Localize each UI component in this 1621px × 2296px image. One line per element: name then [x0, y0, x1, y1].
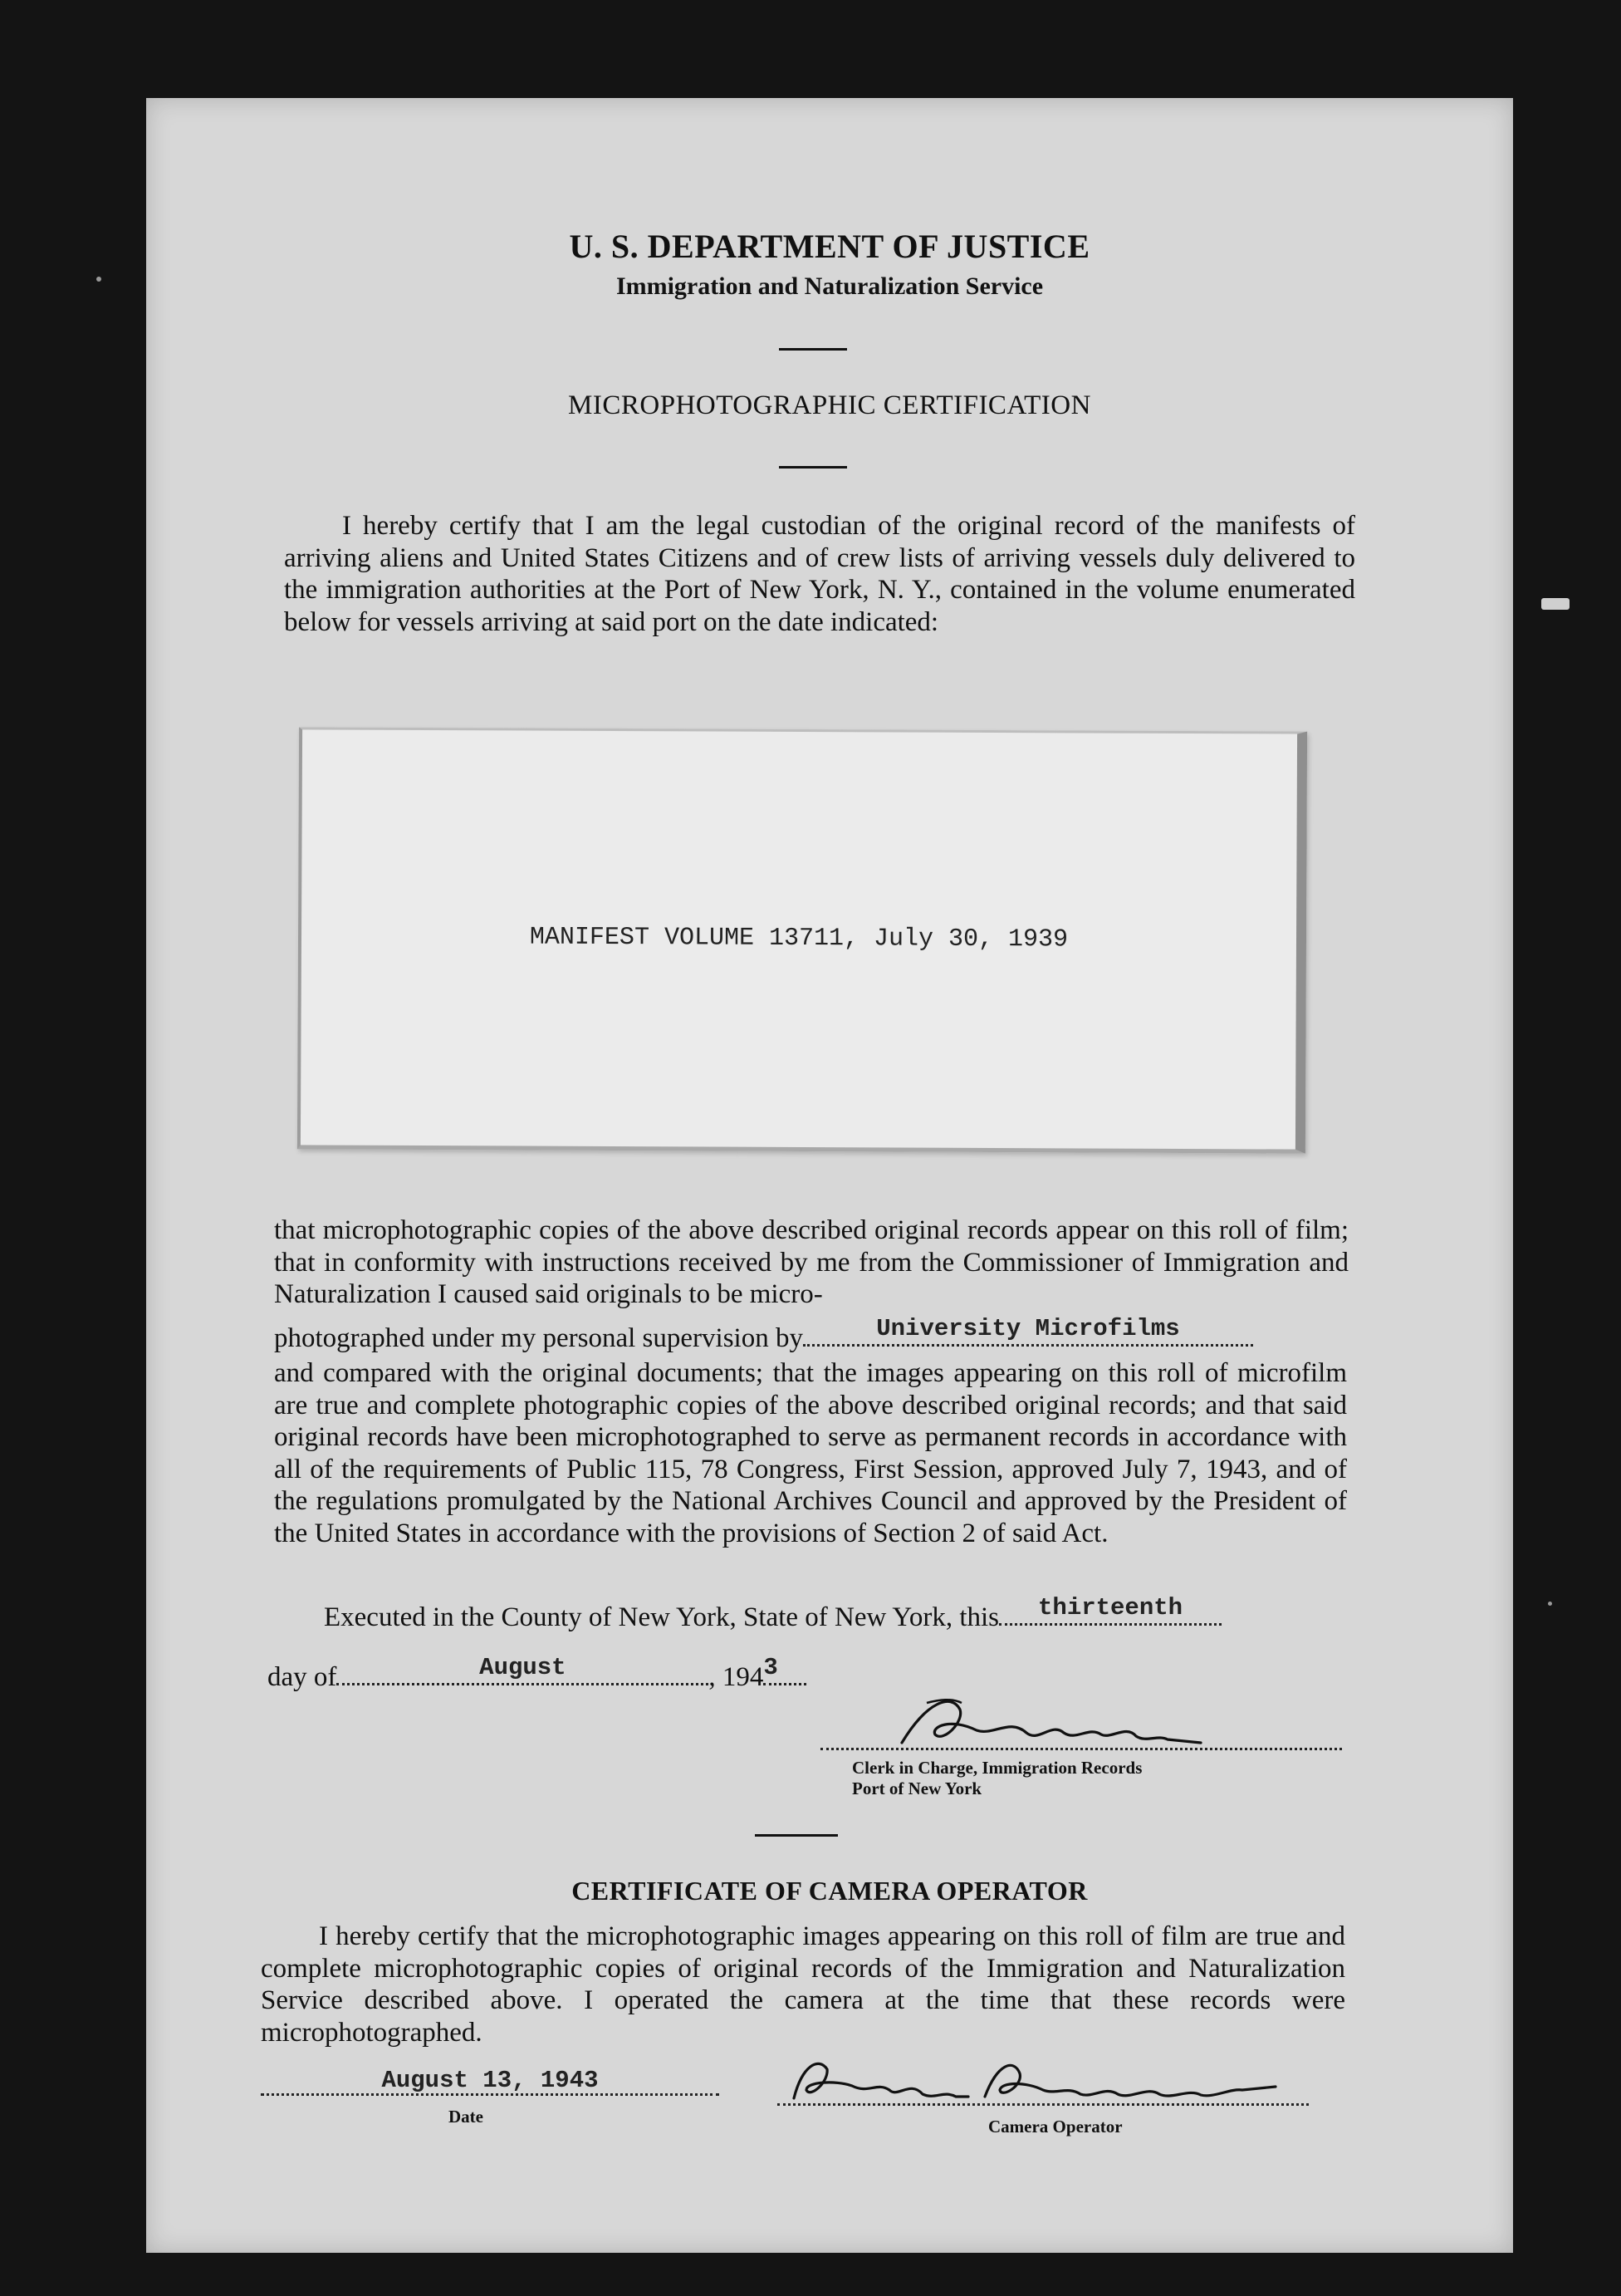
dust-speck	[1548, 1602, 1552, 1606]
day-of-label: day of	[267, 1662, 337, 1692]
body-paragraph-1	[274, 1214, 1349, 1311]
supervision-line	[274, 1315, 1253, 1354]
execution-prefix: Executed in the County of New York, State of New York, this	[324, 1602, 1000, 1632]
year-digit-field	[763, 1654, 806, 1685]
execution-line	[324, 1594, 1222, 1633]
date-label: Date	[448, 2107, 483, 2127]
intro-text: I hereby certify that I am the legal custodian of the original record of the manifests of arriving aliens and United States Citizens and of crew lists of arriving vessels duly delivered to the immigration authorities at the Port of New York, N. Y., contained in the volume enumerated below for vessels arriving at said port on the date indicated:	[284, 511, 1355, 637]
camera-text: I hereby certify that the microphotographic images appearing on this roll of film are true and complete microphotographic copies of original records of the Immigration and Naturalization Service described above. I operated the camera at the time that these records were microphotographed.	[261, 1921, 1345, 2048]
clerk-title-line-1: Clerk in Charge, Immigration Records	[852, 1758, 1143, 1778]
divider-rule	[755, 1834, 838, 1837]
dust-speck	[96, 277, 101, 282]
supervisor-value: University Microfilms	[876, 1315, 1180, 1342]
supervision-prefix: photographed under my personal supervision by	[274, 1323, 803, 1353]
operator-label: Camera Operator	[988, 2117, 1123, 2137]
manifest-volume-slip	[297, 727, 1307, 1153]
year-prefix: , 194	[708, 1662, 764, 1692]
month-field	[336, 1654, 708, 1685]
date-line	[267, 1654, 806, 1693]
certification-title: MICROPHOTOGRAPHIC CERTIFICATION	[568, 390, 1091, 420]
day-field	[999, 1594, 1222, 1626]
camera-operator-title: CERTIFICATE OF CAMERA OPERATOR	[571, 1876, 1088, 1906]
operator-signature-line	[777, 2103, 1309, 2106]
clerk-signature	[894, 1685, 1209, 1768]
film-edge-mark	[1541, 598, 1570, 610]
service-subheading: Immigration and Naturalization Service	[615, 272, 1044, 300]
supervisor-field	[803, 1315, 1253, 1347]
body-paragraph-2	[274, 1357, 1347, 1549]
year-digit-value: 3	[763, 1654, 778, 1681]
department-heading: U. S. DEPARTMENT OF JUSTICE	[569, 228, 1090, 265]
month-value: August	[479, 1654, 566, 1681]
divider-rule	[779, 466, 847, 469]
camera-paragraph	[261, 1921, 1345, 2048]
body-text-1: that microphotographic copies of the above described original records appear on this roll of film; that in conformity with instructions received by me from the Commissioner of Immigration and Naturalization I caused said originals to be micro-	[274, 1215, 1349, 1309]
body-text-2: and compared with the original documents; that the images appearing on this roll of microfilm are true and complete photographic copies of the above described original records; and that said original records have been microphotographed to serve as permanent records in accordance with all of the requirements of Public 115, 78 Congress, First Session, approved July 7, 1943, and of the regulations promulgated by the National Archives Council and approved by the President of the United States in accordance with the provisions of Section 2 of said Act.	[274, 1358, 1347, 1548]
camera-date-value: August 13, 1943	[381, 2067, 599, 2094]
clerk-signature-line	[820, 1748, 1342, 1750]
day-value: thirteenth	[1038, 1594, 1183, 1621]
certificate-sheet	[146, 98, 1513, 2253]
manifest-volume-label: MANIFEST VOLUME 13711, July 30, 1939	[529, 923, 1069, 954]
intro-paragraph	[284, 510, 1355, 638]
clerk-title-line-2: Port of New York	[852, 1778, 982, 1798]
clerk-title	[852, 1758, 1142, 1799]
divider-rule	[779, 348, 847, 351]
